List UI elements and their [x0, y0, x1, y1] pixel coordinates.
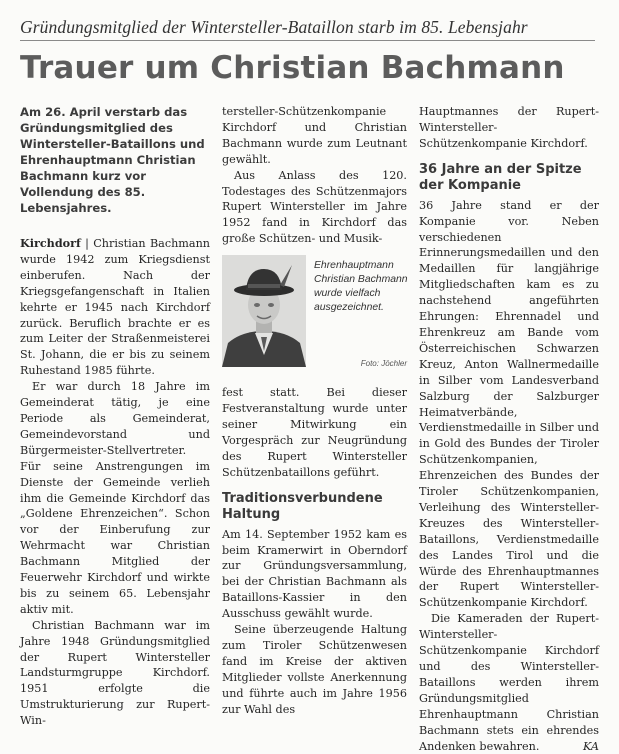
paragraph: Aus Anlass des 120. Todestages des Schützenmajors Rupert Wintersteller im Jahre 1952 fand in Kirchdorf das große Schützen- und Musik- [222, 168, 407, 246]
paragraph: Christian Bachmann war im Jahre 1948 Gründungsmitglied der Rupert Wintersteller Landsturmgruppe Kirchdorf. 1951 erfolgte die Umstrukturierung zur Rupert-Win- [20, 618, 210, 728]
paragraph: Am 14. September 1952 kam es beim Kramerwirt in Oberndorf zur Gründungsversammlung, bei der Christian Bachmann als Bataillons-Kassier in den Ausschuss gewählt wurde. [222, 527, 407, 621]
paragraph: Er war durch 18 Jahre im Gemeinderat tätig, je eine Periode als Gemeinderat, Gemeindevorstand und Bürgermeister-Stellvertreter. Für seine Anstrengungen im Dienste der Gemeinde verlieh ihm die Gemeinde Kirchdorf das „Goldene Ehrenzeichen“. Schon vor der Einberufung zur Wehrmacht war Christian Bachmann Mitglied der Feuerwehr Kirchdorf und wirkte bis zu seinem 65. Lebensjahr aktiv mit. [20, 380, 210, 616]
paragraph-text: Die Kameraden der Rupert-Wintersteller-Schützenkompanie Kirchdorf und des Wintersteller-Bataillons werden ihrem Gründungsmitglied Ehrenhauptmann Christian Bachmann stets ein ehrendes Andenken bewahren. [419, 612, 599, 753]
photo-caption: Ehrenhauptmann Christian Bachmann wurde vielfach ausgezeichnet. [314, 260, 408, 314]
column-2-body-section [222, 527, 407, 718]
author-signature: KA [583, 739, 599, 753]
paragraph-text: | Christian Bachmann wurde 1942 zum Kriegsdienst einberufen. Nach der Kriegsgefangenschaft in Italien kehrte er 1945 nach Kirchdorf zurück. Beruflich brachte er es zum Leiter der Straßenmeisterei St. Johann, die er bis zu seinem Ruhestand 1985 führte. [20, 237, 210, 378]
column-2-body-continued [222, 385, 407, 480]
column-1 [20, 104, 210, 729]
subheading: 36 Jahre an der Spitze der Kompanie [419, 161, 582, 193]
photo-block [222, 255, 407, 377]
paragraph: Seine überzeugende Haltung zum Tiroler Schützenwesen fand im Kreise der aktiven Mitglieder vollste Anerkennung und führte auch im Jahre 1956 zur Wahl des [222, 623, 407, 716]
column-3-body-section [419, 198, 599, 754]
column-1-body [20, 236, 210, 729]
paragraph: Hauptmannes der Rupert-Wintersteller-Schützenkompanie Kirchdorf. [419, 105, 599, 150]
dateline: Kirchdorf [20, 236, 81, 250]
paragraph: tersteller-Schützenkompanie Kirchdorf und Christian Bachmann wurde zum Leutnant gewählt. [222, 105, 407, 166]
paragraph [419, 611, 599, 754]
kicker-line: Gründungsmitglied der Wintersteller-Bataillon starb im 85. Lebensjahr [20, 17, 595, 41]
paragraph: 36 Jahre stand er der Kompanie vor. Neben verschiedenen Erinnerungsmedaillen und den Medaillen für langjährige Mitgliedschaften kam es zu nachstehend angeführten Ehrungen: Ehrennadel und Ehrenkreuz am Bande vom Österreichischen Schwarzen Kreuz, Anton Wallnermedaille in Silber vom Landesverband Salzburg der Salzburger Heimatverbände, Verdienstmedaille in Silber und in Gold des Bundes der Tiroler Schützenkompanien, Ehrenzeichen des Bundes der Tiroler Schützenkompanien, Verleihung des Wintersteller-Kreuzes des Wintersteller-Bataillons, Verdienstmedaille des Landes Tirol und die Würde des Ehrenhauptmannes der Rupert Wintersteller-Schützenkompanie Kirchdorf. [419, 198, 599, 610]
photo-credit: Foto: Jöchler [360, 359, 407, 369]
column-2 [222, 104, 407, 717]
paragraph [20, 236, 210, 379]
column-3 [419, 104, 599, 754]
portrait-photo [222, 255, 306, 367]
column-2-body [222, 104, 407, 247]
lead-paragraph: Am 26. April verstarb das Gründungsmitglied des Wintersteller-Bataillons und Ehrenhauptmann Christian Bachmann kurz vor Vollendung des 85. Lebensjahres. [20, 105, 205, 215]
headline: Trauer um Christian Bachmann [20, 50, 565, 86]
column-3-body [419, 104, 599, 152]
portrait-photo-graphic [222, 255, 306, 367]
subheading: Traditionsverbundene Haltung [222, 490, 383, 522]
paragraph: fest statt. Bei dieser Festveranstaltung wurde unter seiner Mitwirkung ein Vorgespräch zur Neugründung des Rupert Wintersteller Schützenbataillons geführt. [222, 386, 407, 479]
